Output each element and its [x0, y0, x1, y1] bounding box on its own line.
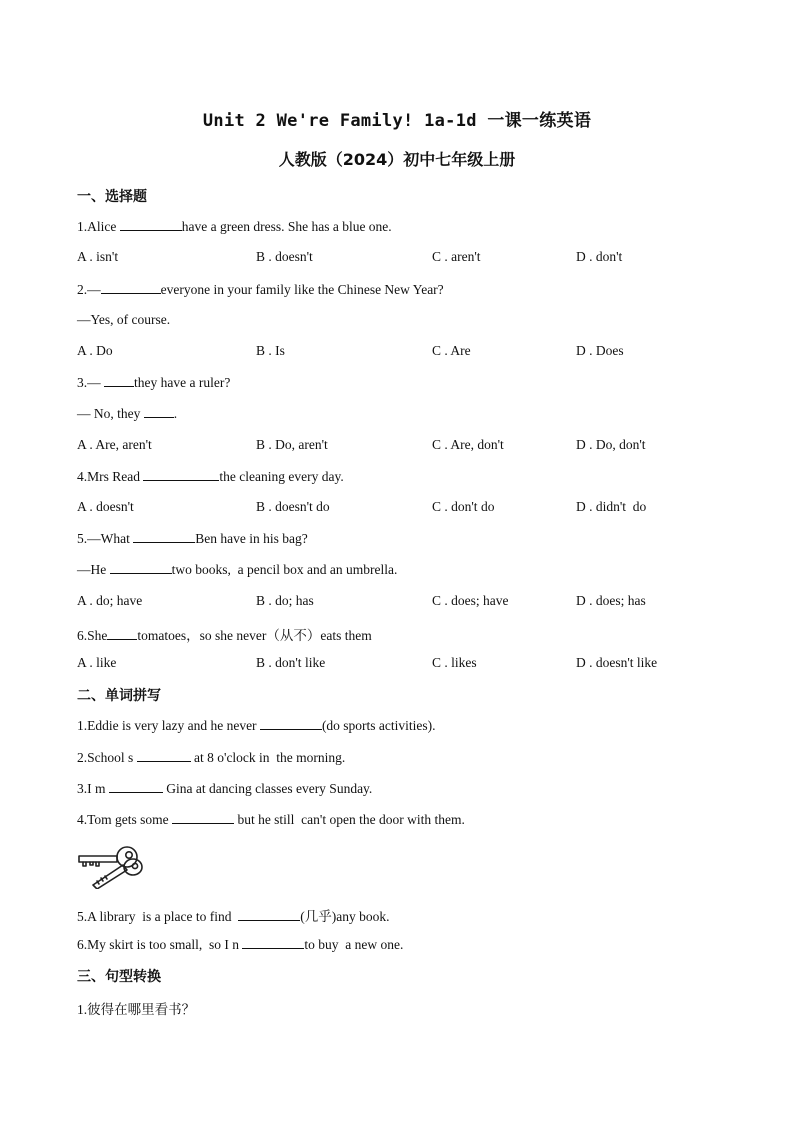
question-text: 5.A library is a place to find	[77, 909, 239, 924]
question-text: 2.—	[77, 282, 101, 297]
option-c: C . aren't	[432, 249, 481, 264]
option-b: B . Is	[256, 343, 285, 358]
answer-blank	[101, 281, 161, 294]
option-d: D . Do, don't	[576, 437, 646, 452]
choice-question-1	[77, 218, 392, 235]
answer-blank	[260, 717, 322, 730]
option-c: C . does; have	[432, 593, 509, 608]
question-text: —He	[77, 562, 110, 577]
option-a: A . do; have	[77, 593, 143, 608]
question-text: tomatoes，so she never（从不）eats them	[137, 628, 372, 643]
option-a: A . Are, aren't	[77, 437, 152, 452]
answer-blank	[242, 936, 304, 949]
document-title: Unit 2 We're Family! 1a-1d 一课一练英语	[202, 111, 592, 131]
answer-blank	[120, 218, 182, 231]
option-b: B . Do, aren't	[256, 437, 328, 452]
option-c: C . Are	[432, 343, 471, 358]
choice-question-2-reply: —Yes, of course.	[77, 312, 171, 327]
question-text: 4.Mrs Read	[77, 469, 144, 484]
choice-question-6	[77, 624, 372, 644]
question-text: everyone in your family like the Chinese New Year?	[160, 282, 444, 297]
answer-blank	[137, 749, 191, 762]
question-text: 2.School s	[77, 750, 137, 765]
transform-question-1: 1.彼得在哪里看书？	[77, 1002, 196, 1017]
option-a: A . doesn't	[77, 499, 134, 514]
question-text: 6.She	[77, 628, 108, 643]
question-text: 6.My skirt is too small, so I n	[77, 937, 243, 952]
question-text: they have a ruler?	[134, 375, 231, 390]
choice-question-4	[77, 468, 344, 485]
document-subtitle: 人教版（2024）初中七年级上册	[278, 150, 516, 169]
option-a: A . like	[77, 655, 117, 670]
answer-blank	[107, 627, 137, 640]
spelling-question-5	[77, 905, 389, 925]
question-text: — No, they	[77, 406, 144, 421]
option-a: A . Do	[77, 343, 113, 358]
question-text: have a green dress. She has a blue one.	[181, 219, 392, 234]
question-text: (几乎)any book.	[300, 909, 390, 924]
question-text: but he still can't open the door with them.	[234, 812, 465, 827]
option-d: D . didn't do	[576, 499, 647, 514]
question-text: Ben have in his bag?	[195, 531, 308, 546]
option-b: B . doesn't do	[256, 499, 330, 514]
question-text: to buy a new one.	[304, 937, 404, 952]
option-c: C . Are, don't	[432, 437, 504, 452]
spelling-question-3	[77, 780, 372, 797]
question-text: .	[173, 406, 178, 421]
answer-blank	[143, 468, 219, 481]
question-text: Gina at dancing classes every Sunday.	[162, 781, 373, 796]
choice-question-2	[77, 281, 444, 298]
answer-blank	[144, 405, 174, 418]
option-b: B . don't like	[256, 655, 326, 670]
question-text: 4.Tom gets some	[77, 812, 173, 827]
spelling-question-6	[77, 936, 403, 953]
question-text: 1.Eddie is very lazy and he never	[77, 718, 260, 733]
option-d: D . don't	[576, 249, 623, 264]
option-c: C . don't do	[432, 499, 495, 514]
answer-blank	[109, 780, 163, 793]
option-d: D . does; has	[576, 593, 646, 608]
choice-question-5-reply	[77, 561, 397, 578]
option-d: D . doesn't like	[576, 655, 658, 670]
option-d: D . Does	[576, 343, 624, 358]
option-a: A . isn't	[77, 249, 119, 264]
question-text: the cleaning every day.	[219, 469, 344, 484]
answer-blank	[133, 530, 195, 543]
option-c: C . likes	[432, 655, 477, 670]
section-heading-transform: 三、句型转换	[77, 969, 161, 985]
answer-blank	[238, 908, 300, 921]
option-b: B . do; has	[256, 593, 314, 608]
section-heading-spelling: 二、单词拼写	[77, 688, 161, 704]
answer-blank	[110, 561, 172, 574]
question-text: 5.—What	[77, 531, 134, 546]
choice-question-3	[77, 374, 230, 391]
question-text: 3.I m	[77, 781, 109, 796]
choice-question-5	[77, 530, 308, 547]
question-text: (do sports activities).	[321, 718, 436, 733]
spelling-question-2	[77, 749, 345, 766]
spelling-question-1	[77, 717, 436, 734]
keys-icon	[77, 843, 145, 889]
answer-blank	[172, 811, 234, 824]
section-heading-choice: 一、选择题	[77, 189, 147, 205]
question-text: 1.Alice	[77, 219, 120, 234]
question-text: 3.—	[77, 375, 104, 390]
spelling-question-4	[77, 811, 465, 828]
question-text: at 8 o'clock in the morning.	[190, 750, 346, 765]
option-b: B . doesn't	[256, 249, 313, 264]
answer-blank	[104, 374, 134, 387]
choice-question-3-reply	[77, 405, 177, 422]
question-text: two books, a pencil box and an umbrella.	[171, 562, 398, 577]
